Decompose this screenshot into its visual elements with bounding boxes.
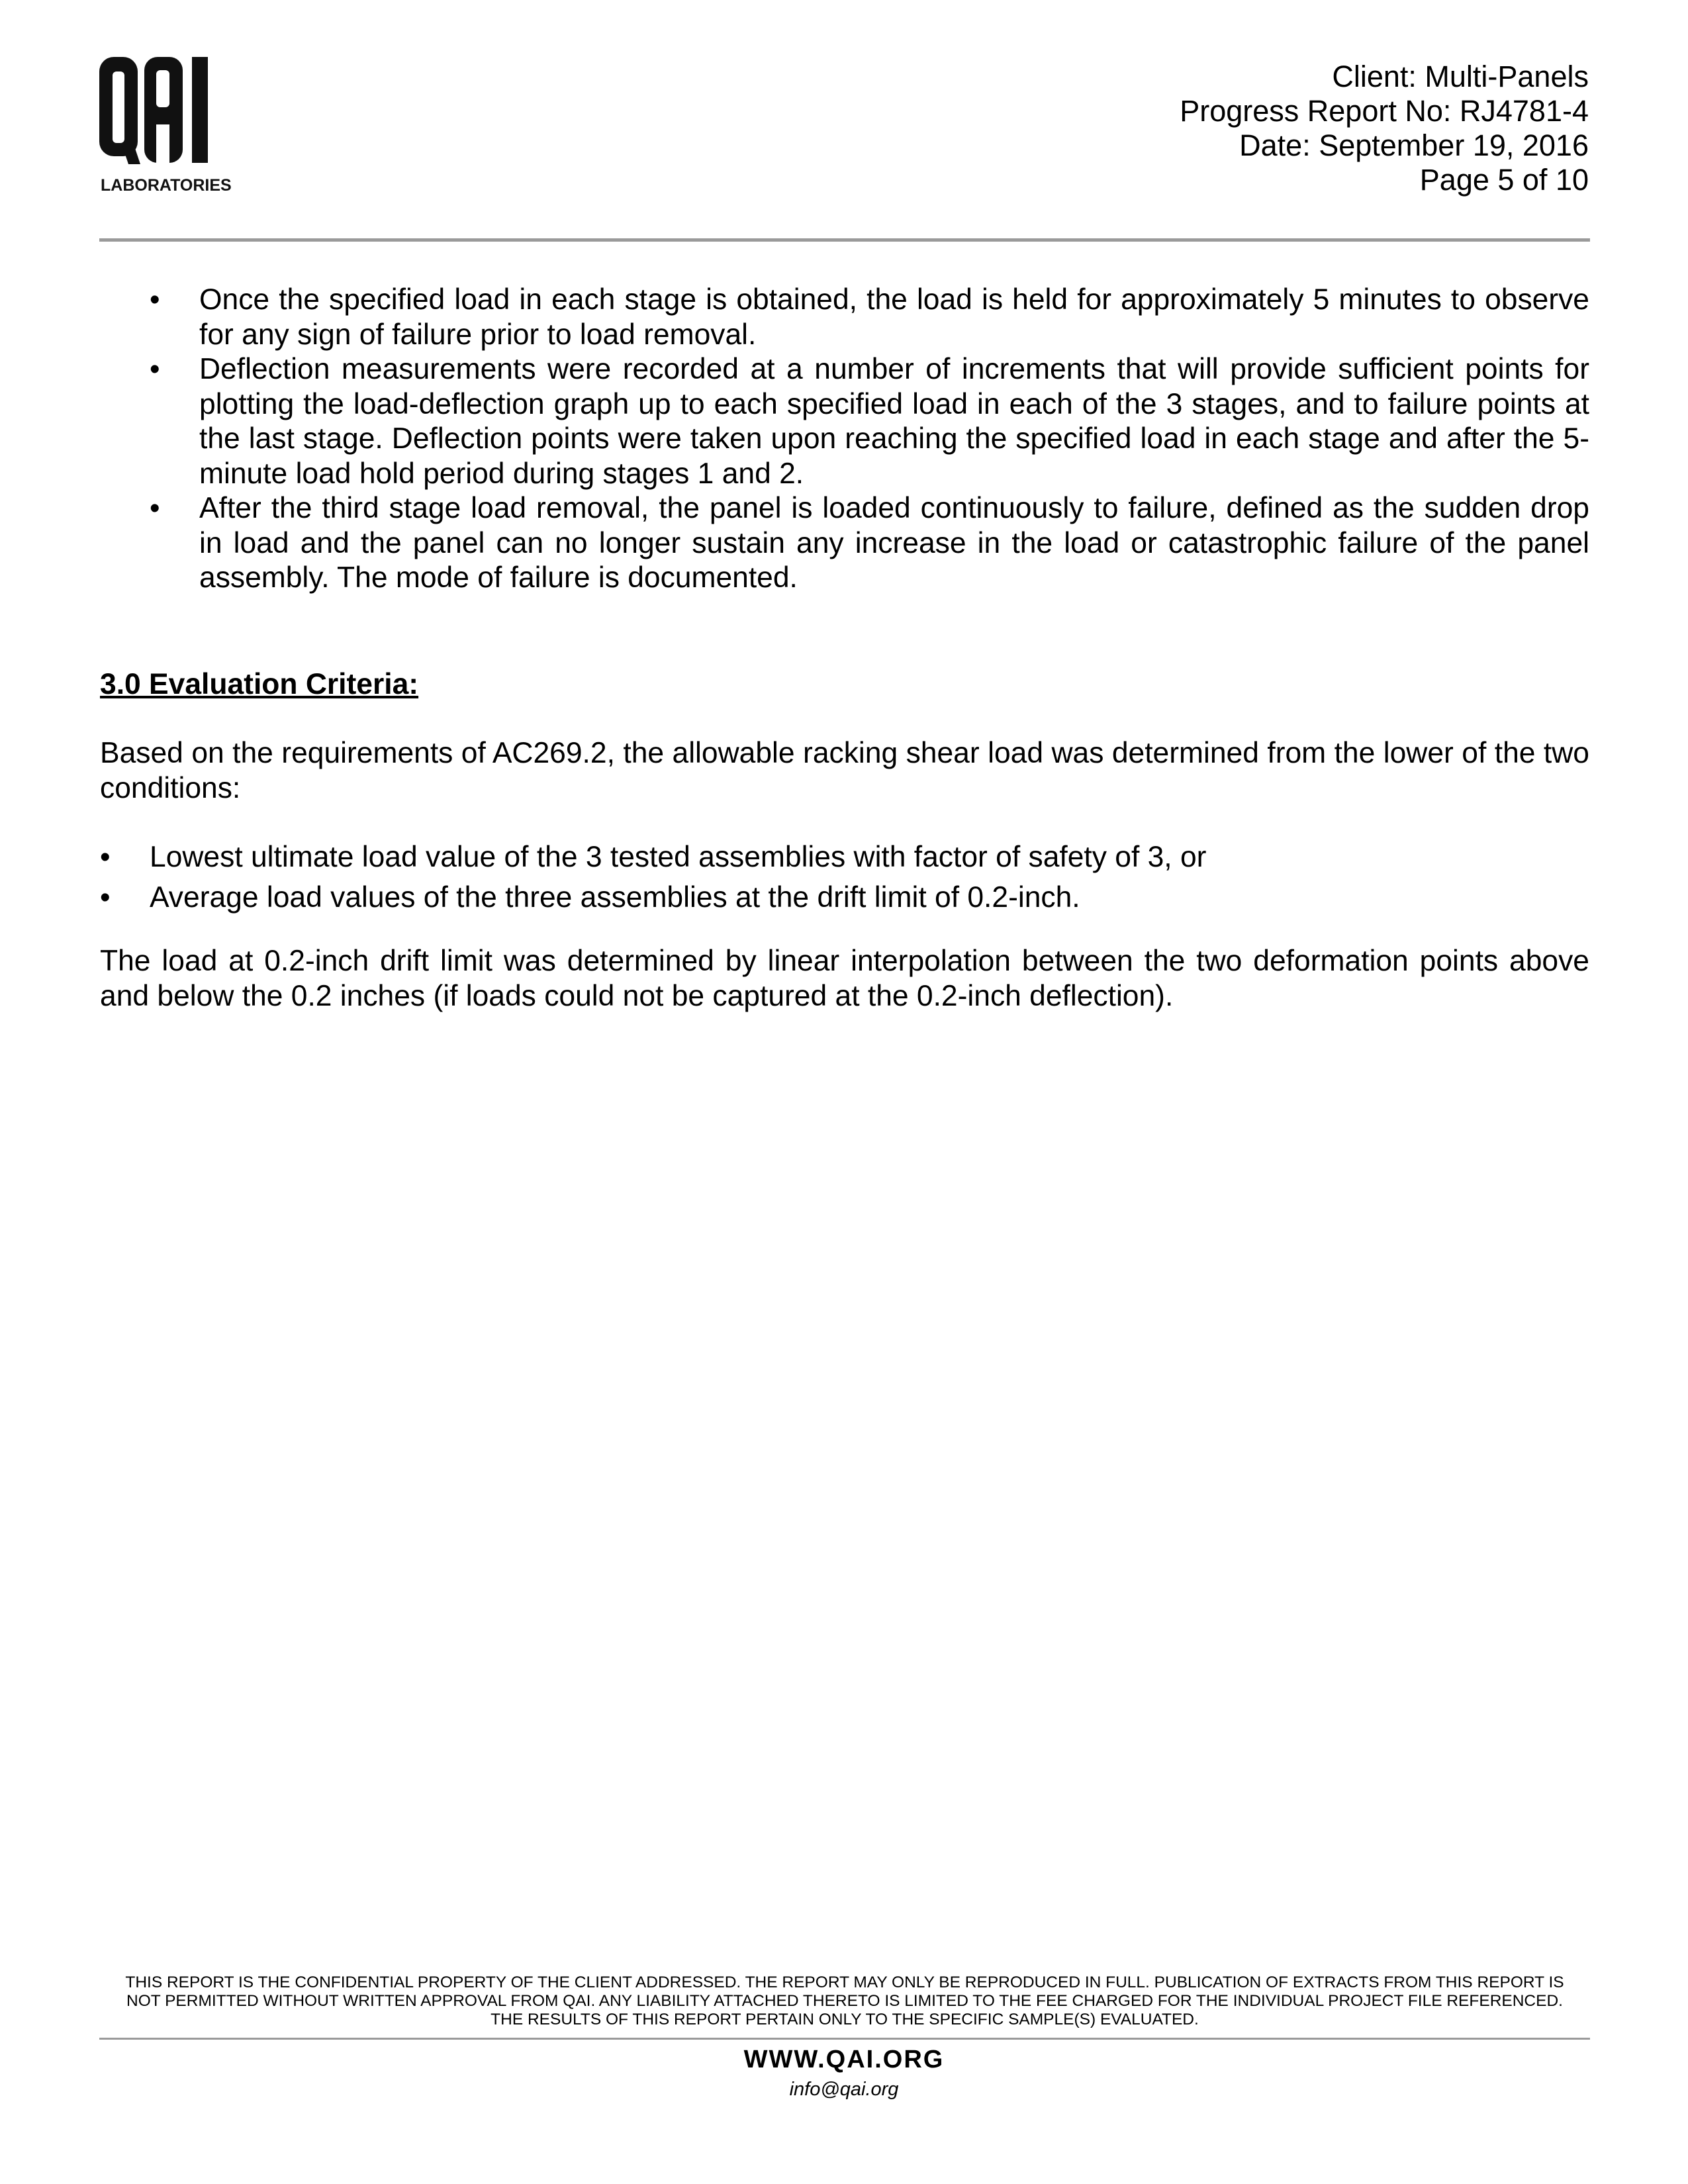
bullet-icon: • bbox=[150, 283, 160, 316]
qai-logo-mark bbox=[99, 52, 225, 171]
section-heading: 3.0 Evaluation Criteria: bbox=[100, 667, 419, 700]
bullet-icon: • bbox=[100, 880, 111, 914]
client-line: Client: Multi-Panels bbox=[1332, 60, 1589, 93]
page-number: Page 5 of 10 bbox=[1419, 163, 1589, 197]
email-link[interactable]: info@qai.org bbox=[789, 2079, 899, 2100]
procedure-list bbox=[100, 283, 1589, 596]
bullet-icon: • bbox=[100, 841, 111, 873]
criteria-list bbox=[100, 840, 1589, 915]
header-divider bbox=[99, 238, 1590, 242]
list-item-text: Once the specified load in each stage is obtained, the load is held for approximately 5 minutes to observe for any sign of failure prior to load removal. bbox=[199, 283, 1589, 351]
footer-divider bbox=[99, 2038, 1590, 2040]
list-item bbox=[150, 283, 1589, 352]
disclaimer-line: THIS REPORT IS THE CONFIDENTIAL PROPERTY OF THE CLIENT ADDRESSED. THE REPORT MAY ONLY BE REPRODUCED IN FULL. PUBLICATION OF EXTRACTS FROM THIS REPORT IS bbox=[125, 1973, 1564, 1991]
section-closing: The load at 0.2-inch drift limit was determined by linear interpolation between the two deformation points above and below the 0.2 inches (if loads could not be captured at the 0.2-inch deflection). bbox=[100, 945, 1589, 1012]
disclaimer-line: THE RESULTS OF THIS REPORT PERTAIN ONLY TO THE SPECIFIC SAMPLE(S) EVALUATED. bbox=[491, 2011, 1199, 2028]
footer-disclaimer bbox=[99, 1973, 1590, 2029]
bullet-icon: • bbox=[150, 353, 160, 385]
section-intro: Based on the requirements of AC269.2, the allowable racking shear load was determined from the lower of the two conditions: bbox=[100, 737, 1589, 804]
report-header-info bbox=[1180, 60, 1589, 197]
disclaimer-line: NOT PERMITTED WITHOUT WRITTEN APPROVAL FROM QAI. ANY LIABILITY ATTACHED THERETO IS LIMITED TO THE FEE CHARGED FOR THE INDIVIDUAL PROJECT FILE REFERENCED. bbox=[126, 1992, 1563, 2010]
report-number: Progress Report No: RJ4781-4 bbox=[1180, 94, 1589, 128]
list-item-text: Average load values of the three assemblies at the drift limit of 0.2-inch. bbox=[150, 880, 1080, 914]
list-item-text: Lowest ultimate load value of the 3 tested assemblies with factor of safety of 3, or bbox=[150, 841, 1207, 873]
website-link[interactable]: WWW.QAI.ORG bbox=[743, 2046, 945, 2073]
list-item bbox=[150, 491, 1589, 596]
qai-logo bbox=[99, 52, 232, 197]
list-item-text: After the third stage load removal, the panel is loaded continuously to failure, defined as the sudden drop in load and the panel can no longer sustain any increase in the load or catastrophic failure of the panel assembly. The mode of failure is documented. bbox=[199, 492, 1589, 594]
bullet-icon: • bbox=[150, 492, 160, 524]
logo-subtitle: LABORATORIES bbox=[101, 176, 232, 195]
page-body bbox=[100, 283, 1589, 1014]
list-item bbox=[100, 840, 1589, 875]
list-item bbox=[150, 352, 1589, 491]
list-item bbox=[100, 880, 1589, 916]
list-item-text: Deflection measurements were recorded at a number of increments that will provide sufficient points for plotting the load-deflection graph up to each specified load in each of the 3 stages, and to failure points at the last stage. Deflection points were taken upon reaching the specified load in each stage and after the 5-minute load hold period during stages 1 and 2. bbox=[199, 353, 1589, 490]
report-date: Date: September 19, 2016 bbox=[1239, 128, 1589, 162]
